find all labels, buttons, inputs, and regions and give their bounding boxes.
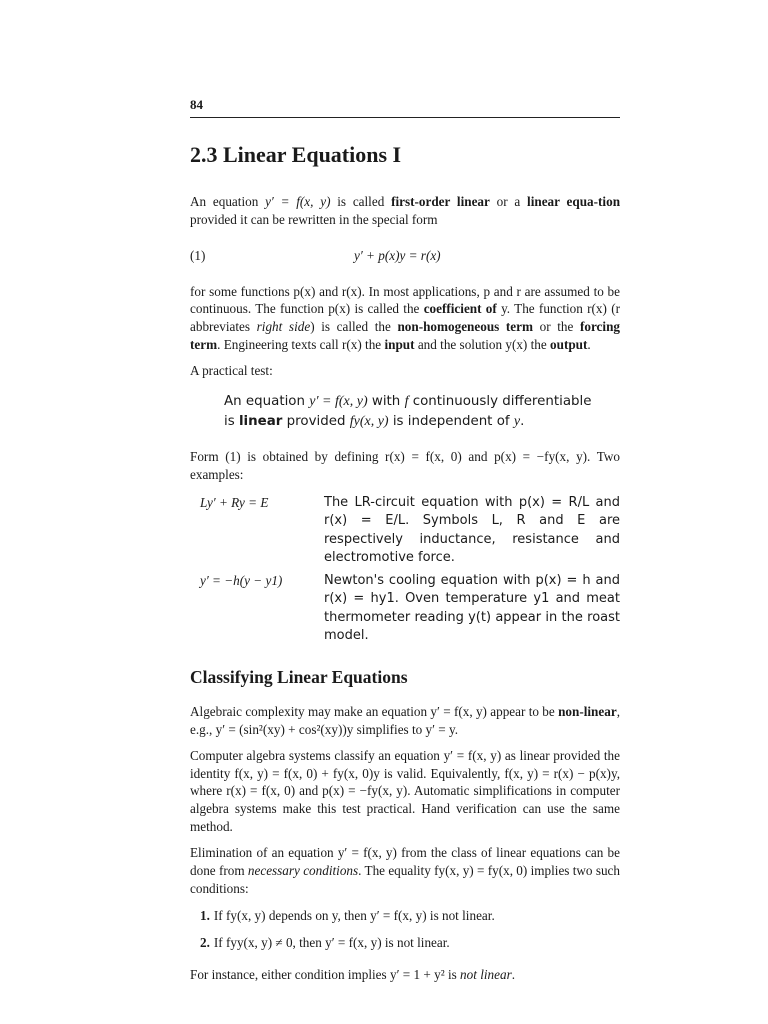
condition-item: 2. If fyy(x, y) ≠ 0, then y′ = f(x, y) is not linear. [200, 935, 450, 951]
example-row [190, 494, 620, 568]
practical-test-label: A practical test: [190, 362, 273, 378]
classify-paragraph-1: Algebraic complexity may make an equation y′ = f(x, y) appear to be non-linear, e.g., y′ = (sin²(xy) + cos²(xy))y simplifies to y′ = y. [190, 704, 620, 738]
subsection-title: Classifying Linear Equations [190, 666, 408, 687]
practical-test-box: An equation y′ = f(x, y) with f continuously differentiable is linear provided fy(x, y) is independent of y. [224, 393, 592, 430]
form-paragraph: Form (1) is obtained by defining r(x) = f(x, 0) and p(x) = −fy(x, y). Two examples: [190, 449, 620, 483]
inline-math: y′ = f(x, y) [265, 194, 331, 210]
classify-paragraph-2: Computer algebra systems classify an equation y′ = f(x, y) as linear provided the identity f(x, y) = f(x, 0) + fy(x, 0)y is valid. Equivalently, f(x, y) = r(x) − p(x)y, where r(x) = f(x, 0) and p(x) = −fy(x, y). Automatic simplifications in computer algebra systems make this test practical. Hand verification can use the same method. [190, 747, 620, 835]
example-description: Newton's cooling equation with p(x) = h and r(x) = hy1. Oven temperature y1 and meat thermometer reading y(t) appear in the roast model. [324, 572, 620, 644]
term-linear-equation: linear equa-tion [527, 194, 621, 210]
example-row [190, 572, 620, 646]
classify-paragraph-3: Elimination of an equation y′ = f(x, y) from the class of linear equations can be done from necessary conditions. The equality fy(x, y) = fy(x, 0) implies two such conditions: [190, 844, 620, 896]
equation-body: y′ + p(x)y = r(x) [354, 247, 441, 263]
equation-1 [190, 247, 620, 265]
closing-paragraph: For instance, either condition implies y′ = 1 + y² is not linear. [190, 966, 515, 982]
definition-paragraph: for some functions p(x) and r(x). In most applications, p and r are assumed to be continuous. The function p(x) is called the coefficient of y. The function r(x) (r abbreviates right side) is called the non-homogeneous term or the forcing term. Engineering texts call r(x) the input and the solution y(x) the output. [190, 283, 620, 353]
page-number: 84 [190, 96, 620, 118]
example-equation: Ly′ + Ry = E [200, 494, 269, 510]
intro-paragraph: An equation y′ = f(x, y) is called first-order linear or a linear equa-tion provided it can be rewritten in the special form [190, 194, 621, 228]
term-first-order-linear: first-order linear [391, 194, 490, 210]
section-title: 2.3 Linear Equations I [190, 141, 402, 167]
examples-list [190, 494, 620, 646]
page [190, 96, 620, 992]
example-description: The LR-circuit equation with p(x) = R/L and r(x) = E/L. Symbols L, R and E are respectively inductance, resistance and electromotive force. [324, 494, 620, 566]
equation-number: (1) [190, 247, 206, 263]
conditions-list [190, 907, 620, 952]
example-equation: y′ = −h(y − y1) [200, 572, 283, 588]
condition-item: 1. If fy(x, y) depends on y, then y′ = f(x, y) is not linear. [200, 908, 495, 924]
